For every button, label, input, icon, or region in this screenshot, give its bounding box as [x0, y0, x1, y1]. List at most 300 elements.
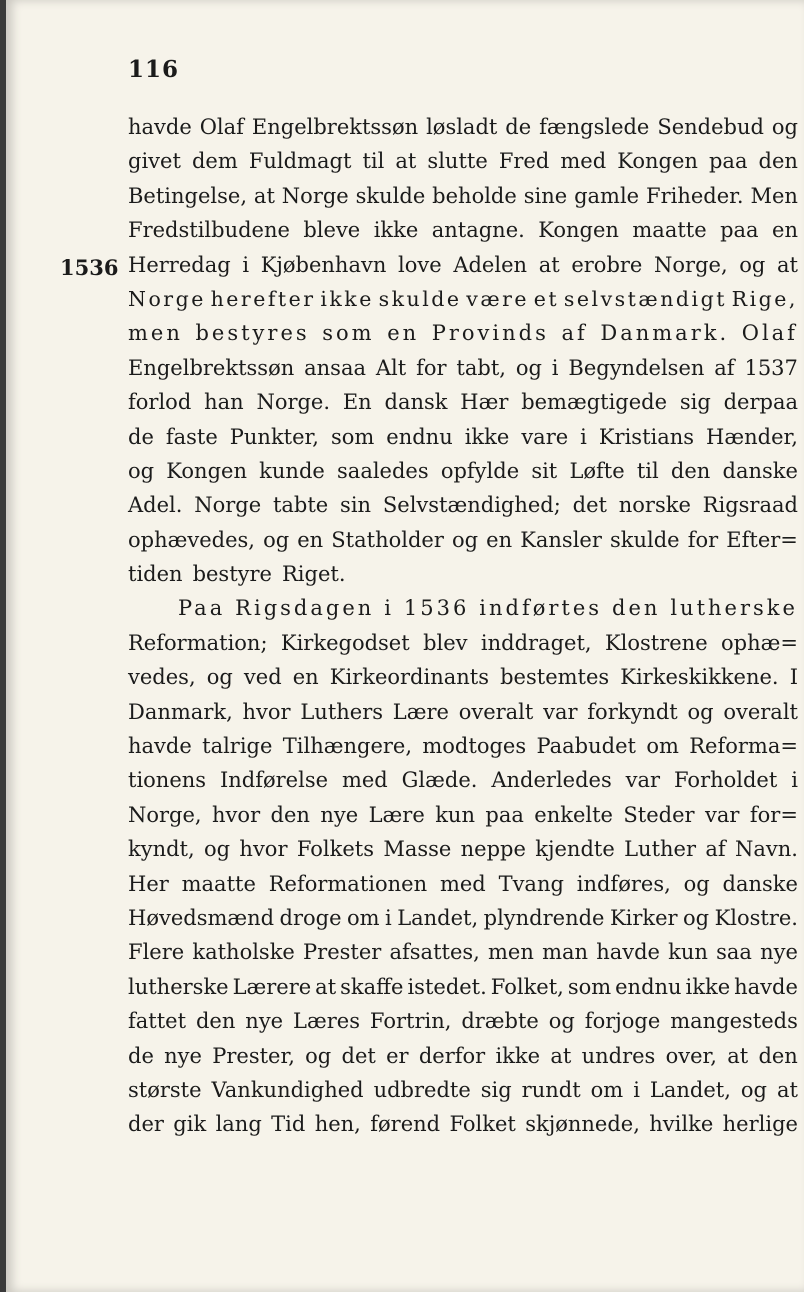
- word: en: [297, 527, 324, 552]
- word: men: [488, 940, 534, 965]
- word: at: [777, 252, 798, 277]
- text-line: [128, 695, 798, 729]
- word: Landet,: [397, 905, 479, 930]
- word: Prester,: [212, 1043, 295, 1068]
- word: overalt: [723, 699, 798, 724]
- word: gamle: [574, 183, 640, 208]
- word: skulde: [378, 286, 462, 311]
- word: blev: [423, 630, 468, 655]
- word: Navn.: [734, 837, 798, 862]
- word: Tvang: [498, 871, 564, 896]
- word: erobre: [571, 252, 643, 277]
- word: 1537: [744, 355, 798, 380]
- word: der: [128, 1112, 164, 1137]
- word: og: [548, 1009, 575, 1034]
- word: hvilke: [649, 1112, 714, 1137]
- word: Sendebud: [657, 115, 764, 139]
- word: Prester: [303, 940, 382, 965]
- word: Kongen: [538, 218, 619, 243]
- word: i: [580, 424, 587, 449]
- word: Hænder,: [706, 424, 798, 449]
- word: Riget.: [281, 562, 346, 587]
- word: Kirkeskikkene.: [620, 665, 779, 690]
- text-line: [128, 557, 798, 591]
- word: og: [263, 527, 290, 552]
- word: ansaa: [304, 355, 366, 380]
- body-text: [128, 110, 798, 1142]
- word: og: [204, 837, 231, 862]
- word: Kirker: [609, 905, 678, 930]
- word: til: [362, 149, 385, 174]
- word: han: [204, 390, 244, 415]
- word: bleve: [303, 218, 361, 243]
- word: Masse: [383, 837, 452, 862]
- word: Betingelse,: [128, 183, 248, 208]
- word: Engelbrektssøn: [128, 355, 295, 380]
- word: maatte: [632, 218, 707, 243]
- word: i: [551, 355, 559, 380]
- word: ved: [243, 665, 282, 690]
- word: en: [772, 218, 798, 243]
- word: endnu: [615, 974, 682, 999]
- word: af: [714, 355, 735, 380]
- word: om: [590, 1077, 624, 1102]
- word: hvor: [239, 837, 288, 862]
- word: som: [322, 321, 375, 346]
- text-line: [128, 798, 798, 832]
- word: selvstændigt: [563, 286, 727, 311]
- word: at: [538, 252, 560, 277]
- word: hen,: [314, 1112, 361, 1137]
- text-line: [128, 901, 798, 935]
- word: forkyndt: [587, 699, 678, 724]
- word: Herredag: [128, 252, 231, 277]
- word: en: [292, 665, 319, 690]
- word: afsattes,: [389, 940, 480, 965]
- word: nye: [320, 802, 359, 827]
- word: bestyre: [192, 562, 272, 587]
- word: Læres: [293, 1009, 360, 1034]
- word: havde: [128, 734, 192, 759]
- word: og: [740, 1077, 767, 1102]
- word: istedet.: [407, 974, 487, 999]
- word: den: [270, 802, 310, 827]
- word: til: [636, 458, 659, 483]
- word: maatte: [181, 871, 256, 896]
- word: med: [341, 768, 388, 793]
- word: Engelbrektssøn: [251, 115, 419, 139]
- word: og: [305, 1043, 332, 1068]
- word: enkelte: [534, 802, 613, 827]
- word: bestyres: [195, 321, 310, 346]
- word: Adel.: [128, 493, 183, 518]
- word: og: [515, 355, 542, 380]
- word: slutte: [427, 149, 488, 174]
- word: dræbte: [461, 1009, 539, 1034]
- word: Tid: [271, 1112, 306, 1137]
- text-line: [128, 867, 798, 901]
- text-line: [128, 351, 798, 385]
- word: Reforma=: [689, 734, 798, 759]
- word: Klostrene: [604, 630, 708, 655]
- word: Alt: [375, 355, 407, 380]
- word: Provinds: [431, 321, 549, 346]
- word: de: [128, 424, 154, 449]
- word: var: [543, 699, 578, 724]
- word: sig: [480, 1077, 512, 1102]
- word: havde: [734, 974, 798, 999]
- word: for: [416, 355, 447, 380]
- word: opfylde: [440, 458, 520, 483]
- word: paa: [485, 802, 524, 827]
- text-line: [128, 179, 798, 213]
- text-line: [128, 454, 798, 488]
- text-line: [128, 591, 798, 625]
- word: med: [439, 871, 486, 896]
- word: i: [384, 596, 394, 621]
- word: som: [567, 974, 612, 999]
- word: derpaa: [723, 390, 798, 415]
- text-line: [128, 316, 798, 350]
- word: Klostre.: [714, 905, 798, 930]
- text-line: [128, 626, 798, 660]
- word: Danmark,: [128, 699, 233, 724]
- text-line: [128, 213, 798, 247]
- word: danske: [722, 458, 798, 483]
- word: skulde: [610, 527, 680, 552]
- text-line: [128, 763, 798, 797]
- word: for: [687, 527, 719, 552]
- word: Adelen: [453, 252, 528, 277]
- word: med: [560, 149, 607, 174]
- word: Efter=: [726, 527, 798, 552]
- word: Danmark.: [600, 321, 730, 346]
- word: lang: [215, 1112, 262, 1137]
- word: og: [687, 699, 714, 724]
- word: Vankundighed: [211, 1077, 364, 1102]
- word: saaledes: [337, 458, 429, 483]
- word: er: [386, 1043, 409, 1068]
- word: Norge,: [654, 252, 728, 277]
- word: derfor: [418, 1043, 486, 1068]
- word: Rigsdagen: [235, 596, 375, 621]
- word: Fredstilbudene: [128, 218, 290, 243]
- word: Glæde.: [401, 768, 478, 793]
- page-number: 116: [128, 56, 180, 83]
- word: rundt: [521, 1077, 581, 1102]
- word: Lærere: [232, 974, 312, 999]
- word: vare: [521, 424, 569, 449]
- text-line: [128, 248, 798, 282]
- word: kun: [435, 802, 475, 827]
- word: sin: [340, 493, 372, 518]
- text-line: [128, 1107, 798, 1141]
- word: af: [561, 321, 588, 346]
- word: tabt,: [456, 355, 506, 380]
- margin-year-note: 1536: [60, 255, 119, 280]
- word: Løfte: [569, 458, 625, 483]
- word: de: [128, 1043, 154, 1068]
- word: norske: [618, 493, 691, 518]
- word: over,: [665, 1043, 717, 1068]
- word: skaffe: [340, 974, 404, 999]
- word: i: [791, 768, 798, 793]
- word: af: [705, 837, 726, 862]
- word: Reformation;: [128, 630, 268, 655]
- word: danske: [722, 871, 798, 896]
- word: dansk: [384, 390, 448, 415]
- word: nye: [164, 1043, 202, 1068]
- word: førend: [370, 1112, 441, 1137]
- text-line: [128, 1073, 798, 1107]
- text-line: [128, 420, 798, 454]
- word: En: [342, 390, 372, 415]
- word: Kjøbenhavn: [260, 252, 387, 277]
- text-line: [128, 660, 798, 694]
- word: den: [612, 596, 661, 621]
- word: at: [315, 974, 337, 999]
- word: en: [486, 527, 513, 552]
- word: og: [128, 458, 155, 483]
- word: ikke: [685, 974, 731, 999]
- word: Folket,: [490, 974, 564, 999]
- word: at: [550, 1043, 572, 1068]
- word: om: [646, 734, 679, 759]
- word: Rigsraad: [702, 493, 798, 518]
- word: fængslede: [539, 115, 650, 139]
- word: nye: [245, 1009, 284, 1034]
- word: havde: [596, 940, 660, 965]
- word: Statholder: [331, 527, 444, 552]
- word: Folkets: [296, 837, 374, 862]
- word: sine: [523, 183, 568, 208]
- word: tabte: [272, 493, 329, 518]
- word: Kristians: [598, 424, 695, 449]
- word: og: [683, 871, 710, 896]
- word: og: [739, 252, 766, 277]
- word: indførtes: [479, 596, 603, 621]
- word: ikke: [464, 424, 510, 449]
- word: faste: [165, 424, 218, 449]
- word: den: [758, 149, 798, 174]
- word: om: [347, 905, 380, 930]
- text-line: [128, 385, 798, 419]
- word: Kansler: [520, 527, 602, 552]
- word: løsladt: [426, 115, 498, 139]
- word: neppe: [460, 837, 526, 862]
- word: sig: [679, 390, 711, 415]
- text-line: [128, 144, 798, 178]
- word: et: [533, 286, 560, 311]
- text-line: [128, 729, 798, 763]
- word: at: [253, 183, 275, 208]
- word: havde: [128, 115, 192, 139]
- word: plyndrende: [483, 905, 605, 930]
- word: hvor: [212, 802, 261, 827]
- word: Høvedsmænd: [128, 905, 275, 930]
- word: herlige: [722, 1112, 798, 1137]
- word: ikke: [320, 286, 374, 311]
- word: skjønnede,: [525, 1112, 640, 1137]
- word: Men: [750, 183, 798, 208]
- word: love: [398, 252, 442, 277]
- word: 1536: [403, 596, 470, 621]
- word: fattet: [128, 1009, 187, 1034]
- word: I: [789, 665, 798, 690]
- word: den: [758, 1043, 798, 1068]
- word: Selvstændighed;: [382, 493, 561, 518]
- word: og: [683, 905, 710, 930]
- word: og: [771, 115, 798, 139]
- word: i: [242, 252, 250, 277]
- word: Anderledes: [491, 768, 612, 793]
- word: Reformationen: [268, 871, 428, 896]
- word: hvor: [242, 699, 291, 724]
- word: det: [572, 493, 607, 518]
- text-line: [128, 110, 798, 144]
- text-line: [128, 832, 798, 866]
- word: forjoge: [584, 1009, 661, 1034]
- word: paa: [720, 218, 759, 243]
- word: Landet,: [649, 1077, 731, 1102]
- word: de: [505, 115, 532, 139]
- word: indføres,: [576, 871, 671, 896]
- word: kun: [668, 940, 708, 965]
- word: at: [395, 149, 417, 174]
- word: Paabudet: [536, 734, 636, 759]
- word: gik: [173, 1112, 207, 1137]
- word: nye: [760, 940, 798, 965]
- word: var: [705, 802, 740, 827]
- word: Flere: [128, 940, 185, 965]
- book-page: [6, 0, 804, 1292]
- word: overalt: [458, 699, 534, 724]
- word: udbredte: [373, 1077, 471, 1102]
- word: katholske: [192, 940, 295, 965]
- word: for=: [749, 802, 798, 827]
- word: i: [385, 905, 392, 930]
- word: lutherske: [128, 974, 229, 999]
- word: beholde: [432, 183, 517, 208]
- word: Fuldmagt: [248, 149, 352, 174]
- word: Norge,: [128, 802, 202, 827]
- word: Norge: [128, 286, 206, 311]
- word: givet: [128, 149, 181, 174]
- text-line: [128, 935, 798, 969]
- word: ikke: [373, 218, 419, 243]
- word: Lære: [368, 802, 425, 827]
- word: Kirkeordinants: [329, 665, 490, 690]
- word: Paa: [178, 596, 226, 621]
- word: talrige: [202, 734, 273, 759]
- word: herefter: [210, 286, 316, 311]
- word: som: [330, 424, 375, 449]
- word: den: [195, 1009, 236, 1034]
- word: Hær: [460, 390, 509, 415]
- word: var: [625, 768, 661, 793]
- word: det: [341, 1043, 376, 1068]
- word: man: [542, 940, 589, 965]
- word: Olaf: [199, 115, 244, 139]
- word: Fortrin,: [369, 1009, 452, 1034]
- word: antagne.: [431, 218, 525, 243]
- word: tionens: [128, 768, 207, 793]
- word: Norge: [194, 493, 262, 518]
- word: kjendte: [535, 837, 615, 862]
- word: Friheder.: [646, 183, 744, 208]
- word: sit: [531, 458, 558, 483]
- word: saa: [716, 940, 752, 965]
- word: Luther: [624, 837, 696, 862]
- word: Indførelse: [219, 768, 329, 793]
- word: undres: [581, 1043, 656, 1068]
- word: forlod: [128, 390, 192, 415]
- word: Tilhængere,: [282, 734, 413, 759]
- word: ikke: [495, 1043, 541, 1068]
- word: Forholdet: [674, 768, 778, 793]
- word: og: [206, 665, 233, 690]
- word: Lære: [392, 699, 449, 724]
- word: være: [466, 286, 530, 311]
- word: mangesteds: [670, 1009, 798, 1034]
- word: en: [387, 321, 420, 346]
- word: bestemtes: [500, 665, 610, 690]
- word: Kirkegodset: [280, 630, 410, 655]
- word: Fred: [498, 149, 550, 174]
- word: at: [727, 1043, 749, 1068]
- word: bemægtigede: [521, 390, 668, 415]
- word: kunde: [259, 458, 325, 483]
- word: Olaf: [741, 321, 798, 346]
- word: Begyndelsen: [568, 355, 705, 380]
- word: droge: [279, 905, 342, 930]
- word: tiden: [128, 562, 183, 587]
- word: skulde: [355, 183, 426, 208]
- word: Steder: [623, 802, 695, 827]
- word: paa: [708, 149, 748, 174]
- word: inddraget,: [480, 630, 592, 655]
- word: Punkter,: [229, 424, 319, 449]
- word: vedes,: [128, 665, 196, 690]
- word: ophæ=: [721, 630, 798, 655]
- word: Norge: [281, 183, 349, 208]
- word: Kongen: [617, 149, 698, 174]
- word: Kongen: [166, 458, 247, 483]
- word: i: [633, 1077, 640, 1102]
- word: dem: [191, 149, 238, 174]
- word: modtoges: [422, 734, 527, 759]
- text-line: [128, 970, 798, 1004]
- word: Rige,: [731, 286, 798, 311]
- word: den: [670, 458, 711, 483]
- word: men: [128, 321, 183, 346]
- word: Norge.: [256, 390, 331, 415]
- word: Her: [128, 871, 169, 896]
- word: kyndt,: [128, 837, 195, 862]
- text-line: [128, 523, 798, 557]
- text-line: [128, 1039, 798, 1073]
- text-line: [128, 488, 798, 522]
- text-line: [128, 1004, 798, 1038]
- word: Luthers: [300, 699, 384, 724]
- word: lutherske: [670, 596, 798, 621]
- text-line: [128, 282, 798, 316]
- word: at: [776, 1077, 798, 1102]
- word: største: [128, 1077, 202, 1102]
- word: Folket: [449, 1112, 516, 1137]
- word: og: [451, 527, 479, 552]
- word: ophævedes,: [128, 527, 255, 552]
